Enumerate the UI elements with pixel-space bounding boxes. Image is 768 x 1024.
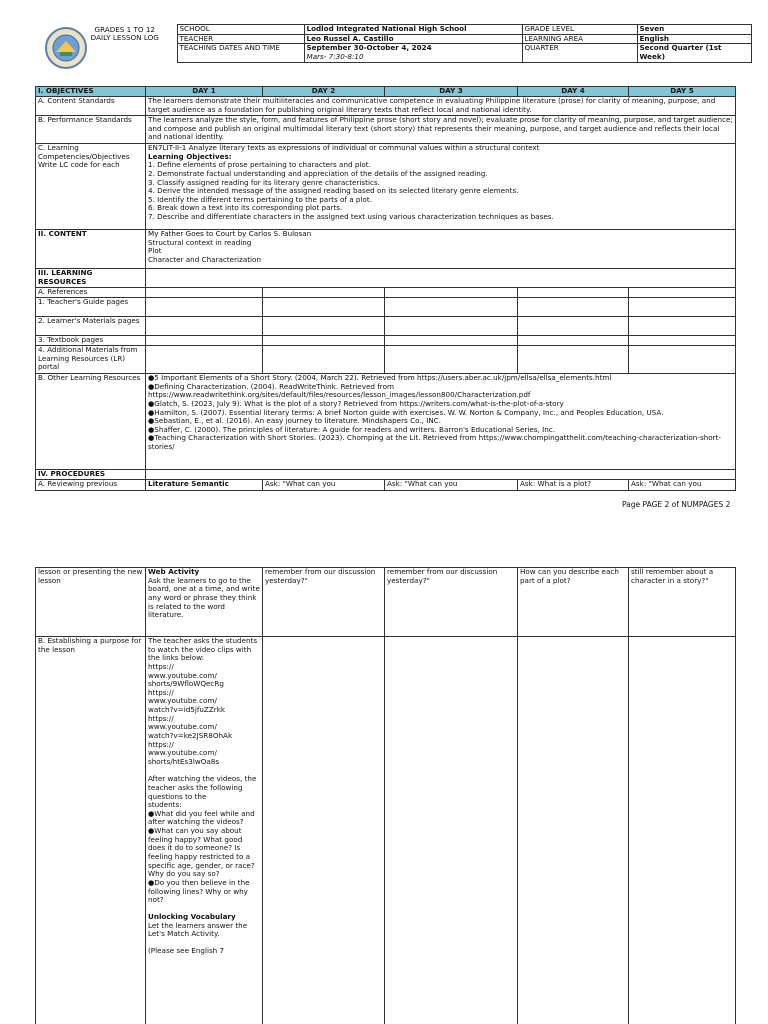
day1-review-cell bbox=[146, 568, 263, 637]
lesson-table bbox=[35, 86, 736, 491]
content-line: Structural context in reading bbox=[148, 237, 252, 247]
lc-code-label: Write LC code for each bbox=[38, 160, 120, 170]
empty-cell bbox=[263, 317, 385, 336]
empty-cell bbox=[518, 298, 629, 317]
reference-item: ●Sebastian, E., et al. (2016). An easy journey to literature. Mindshapers Co., INC. bbox=[148, 416, 442, 426]
empty-cell bbox=[629, 298, 736, 317]
reference-item: ●Shaffer, C. (2000). The principles of literature: A guide for readers and writers. Barron's Educational Series, Inc. bbox=[148, 424, 555, 434]
additional-materials-label: 4. Additional Materials from Learning Resources (LR) portal bbox=[36, 346, 146, 374]
teaching-dates-cell bbox=[304, 44, 522, 62]
day-3-header: DAY 3 bbox=[385, 87, 518, 97]
unlocking-vocabulary-text: Let the learners answer the Let's Match Activity. bbox=[148, 920, 248, 939]
establishing-purpose-cell bbox=[146, 637, 263, 1024]
content-section-title: II. CONTENT bbox=[36, 230, 146, 269]
learners-materials-label: 2. Learner's Materials pages bbox=[36, 317, 146, 336]
empty-cell bbox=[385, 336, 518, 346]
day-1-header: DAY 1 bbox=[146, 87, 263, 97]
main-table-page2 bbox=[35, 567, 736, 1024]
empty-cell bbox=[263, 637, 385, 1024]
learning-objective-item: 6. Break down a text into its corresponding plot parts. bbox=[148, 203, 343, 213]
learning-objective-item: 4. Derive the intended message of the assigned reading based on its selected literary genre elements. bbox=[148, 186, 519, 196]
empty-cell bbox=[385, 317, 518, 336]
day2-review-p1: Ask: "What can you bbox=[263, 480, 385, 491]
teacher-value: Leo Russel A. Castillo bbox=[304, 34, 522, 44]
quarter-value: Second Quarter (1st Week) bbox=[637, 44, 751, 62]
header-title bbox=[35, 25, 177, 63]
reference-item: ●5 Important Elements of a Short Story. (2004, March 22). Retrieved from https://users.aber.ac.uk/jpm/ellsa/ellsa_elements.html bbox=[148, 373, 612, 382]
day1-review-title-p2: Web Activity bbox=[148, 567, 200, 576]
resources-empty bbox=[146, 269, 736, 288]
days-header-row bbox=[36, 87, 736, 97]
unlocking-vocabulary-title: Unlocking Vocabulary bbox=[148, 911, 236, 921]
learning-objective-item: 2. Demonstrate factual understanding and appreciation of the details of the assigned reading. bbox=[148, 168, 488, 178]
empty-cell bbox=[629, 317, 736, 336]
day4-review-p1: Ask: What is a plot? bbox=[518, 480, 629, 491]
teaching-time-value: Mars- 7:30-8:10 bbox=[306, 51, 364, 61]
competency-code: EN7LIT-II-1 Analyze literary texts as expressions of individual or communal values within a structural context bbox=[148, 143, 540, 152]
empty-cell bbox=[263, 336, 385, 346]
grade-level-label: GRADE LEVEL bbox=[522, 25, 637, 35]
empty-cell bbox=[263, 346, 385, 374]
header-block bbox=[35, 24, 752, 63]
competencies-label: C. Learning Competencies/Objectives bbox=[38, 143, 130, 161]
competencies-label-cell bbox=[36, 144, 146, 230]
empty-cell bbox=[263, 288, 385, 298]
day3-review-p2: remember from our discussion yesterday?" bbox=[385, 568, 518, 637]
day-5-header: DAY 5 bbox=[629, 87, 736, 97]
day5-review-p2: still remember about a character in a story?" bbox=[629, 568, 736, 637]
learning-objectives-title: Learning Objectives: bbox=[148, 151, 232, 161]
reviewing-label-p1: A. Reviewing previous bbox=[36, 480, 146, 491]
reference-item: ●Teaching Characterization with Short Stories. (2023). Chomping at the Lit. Retrieved from https://www.chompingatthelit.com/teaching-characterization-short-stories/ bbox=[148, 433, 722, 452]
empty-cell bbox=[146, 346, 263, 374]
teaching-dates-value: September 30-October 4, 2024 bbox=[306, 43, 432, 53]
header-title-line2: DAILY LESSON LOG bbox=[90, 33, 159, 43]
content-line: My Father Goes to Court by Carlos S. Bulosan bbox=[148, 229, 312, 238]
learning-objective-item: 5. Identify the different terms pertaining to the parts of a plot. bbox=[148, 194, 372, 204]
empty-cell bbox=[518, 288, 629, 298]
empty-cell bbox=[263, 298, 385, 317]
header-title-line1: GRADES 1 TO 12 bbox=[94, 24, 155, 34]
reviewing-label-p2: lesson or presenting the new lesson bbox=[36, 568, 146, 637]
procedures-table bbox=[35, 567, 736, 1024]
content-line: Plot bbox=[148, 246, 162, 256]
objectives-section-title: I. OBJECTIVES bbox=[36, 87, 146, 97]
school-label: SCHOOL bbox=[177, 25, 304, 35]
learning-area-value: English bbox=[637, 34, 751, 44]
day1-review-text: Ask the learners to go to the board, one at a time, and write any word or phrase they think is related to the word literature. bbox=[148, 575, 260, 620]
content-standards-text: The learners demonstrate their multiliteracies and communicative competence in evaluating Philippine literature (prose) for clarity of meaning, purpose, and target audience as a foundation for publishing original literary texts that reflect local and national identity. bbox=[146, 97, 736, 116]
empty-cell bbox=[146, 288, 263, 298]
day3-review-p1: Ask: "What can you bbox=[385, 480, 518, 491]
other-resources-label: B. Other Learning Resources bbox=[36, 374, 146, 470]
reference-item: ●Hamilton, S. (2007). Essential literary terms: A brief Norton guide with exercises. W. W. Norton & Company, Inc., and Peoples Education, USA. bbox=[148, 407, 664, 417]
empty-cell bbox=[629, 346, 736, 374]
textbook-pages-label: 3. Textbook pages bbox=[36, 336, 146, 346]
empty-cell bbox=[385, 637, 518, 1024]
empty-cell bbox=[629, 288, 736, 298]
references-label: A. References bbox=[36, 288, 146, 298]
quarter-label: QUARTER bbox=[522, 44, 637, 62]
empty-cell bbox=[518, 637, 629, 1024]
empty-cell bbox=[629, 637, 736, 1024]
procedures-empty bbox=[146, 470, 736, 480]
empty-cell bbox=[146, 298, 263, 317]
empty-cell bbox=[518, 336, 629, 346]
content-line: Character and Characterization bbox=[148, 254, 262, 264]
unlocking-vocabulary-cut: (Please see English 7 bbox=[148, 945, 225, 955]
establishing-purpose-text: The teacher asks the students to watch the video clips with the links below: https:// www.youtube.com/ shorts/9WfloWQecRg https:// www.youtube.com/ watch?v=id5jfuZZrkk https:// www.youtube.com/ watch?v=ke2JSR8OhAk https:// www.youtube.com/ shorts/htEs3lwOa8s After watching the videos, the teacher asks the following questions to the students: ●What did you feel while and after watching the videos? ●What can you say about feeling happy? What good does it do to someone? Is feeling happy restricted to a specific age, gender, or race? Why do you say so? ●Do you then believe in the following lines? Why or why not? bbox=[148, 636, 258, 905]
teacher-label: TEACHER bbox=[177, 34, 304, 44]
grade-level-value: Seven bbox=[637, 25, 751, 35]
day-4-header: DAY 4 bbox=[518, 87, 629, 97]
page-footer: Page PAGE 2 of NUMPAGES 2 bbox=[622, 500, 731, 509]
main-table-page1 bbox=[35, 86, 736, 491]
reference-item: ●Defining Characterization. (2004). ReadWriteThink. Retrieved from https://www.readwritethink.org/sites/default/files/resources/lesson_images/lesson800/Characterization.pdf bbox=[148, 381, 531, 400]
content-cell bbox=[146, 230, 736, 269]
empty-cell bbox=[146, 317, 263, 336]
teachers-guide-label: 1. Teacher's Guide pages bbox=[36, 298, 146, 317]
performance-standards-text: The learners analyze the style, form, and features of Philippine prose (short story and novel); evaluate prose for clarity of meaning, purpose, and target audience; and compose and publish an original multimodal literary text (short story) that represents their meaning, purpose, and target audience and reflects their local and national identity. bbox=[146, 116, 736, 144]
reference-item: ●Glatch, S. (2023, July 9). What is the plot of a story? Retrieved from https://writers.com/what-is-the-plot-of-a-story bbox=[148, 398, 564, 408]
empty-cell bbox=[385, 288, 518, 298]
day2-review-p2: remember from our discussion yesterday?" bbox=[263, 568, 385, 637]
empty-cell bbox=[518, 346, 629, 374]
empty-cell bbox=[518, 317, 629, 336]
day-2-header: DAY 2 bbox=[263, 87, 385, 97]
teaching-dates-label: TEACHING DATES AND TIME bbox=[177, 44, 304, 62]
procedures-section-title: IV. PROCEDURES bbox=[36, 470, 146, 480]
empty-cell bbox=[385, 346, 518, 374]
header-table bbox=[35, 24, 752, 63]
establishing-purpose-label: B. Establishing a purpose for the lesson bbox=[36, 637, 146, 1024]
learning-objective-item: 1. Define elements of prose pertaining to characters and plot. bbox=[148, 160, 371, 170]
resources-section-title: III. LEARNING RESOURCES bbox=[36, 269, 146, 288]
learning-objective-item: 7. Describe and differentiate characters in the assigned text using various characterization techniques as bases. bbox=[148, 212, 554, 222]
empty-cell bbox=[146, 336, 263, 346]
competencies-cell bbox=[146, 144, 736, 230]
empty-cell bbox=[385, 298, 518, 317]
empty-cell bbox=[629, 336, 736, 346]
school-value: Lodlod Integrated National High School bbox=[304, 25, 522, 35]
learning-area-label: LEARNING AREA bbox=[522, 34, 637, 44]
other-resources-cell bbox=[146, 374, 736, 470]
day5-review-p1: Ask: "What can you bbox=[629, 480, 736, 491]
performance-standards-label: B. Performance Standards bbox=[36, 116, 146, 144]
day1-review-title: Literature Semantic bbox=[146, 480, 263, 491]
content-standards-label: A. Content Standards bbox=[36, 97, 146, 116]
learning-objective-item: 3. Classify assigned reading for its literary genre characteristics. bbox=[148, 177, 380, 187]
day4-review-p2: How can you describe each part of a plot? bbox=[518, 568, 629, 637]
